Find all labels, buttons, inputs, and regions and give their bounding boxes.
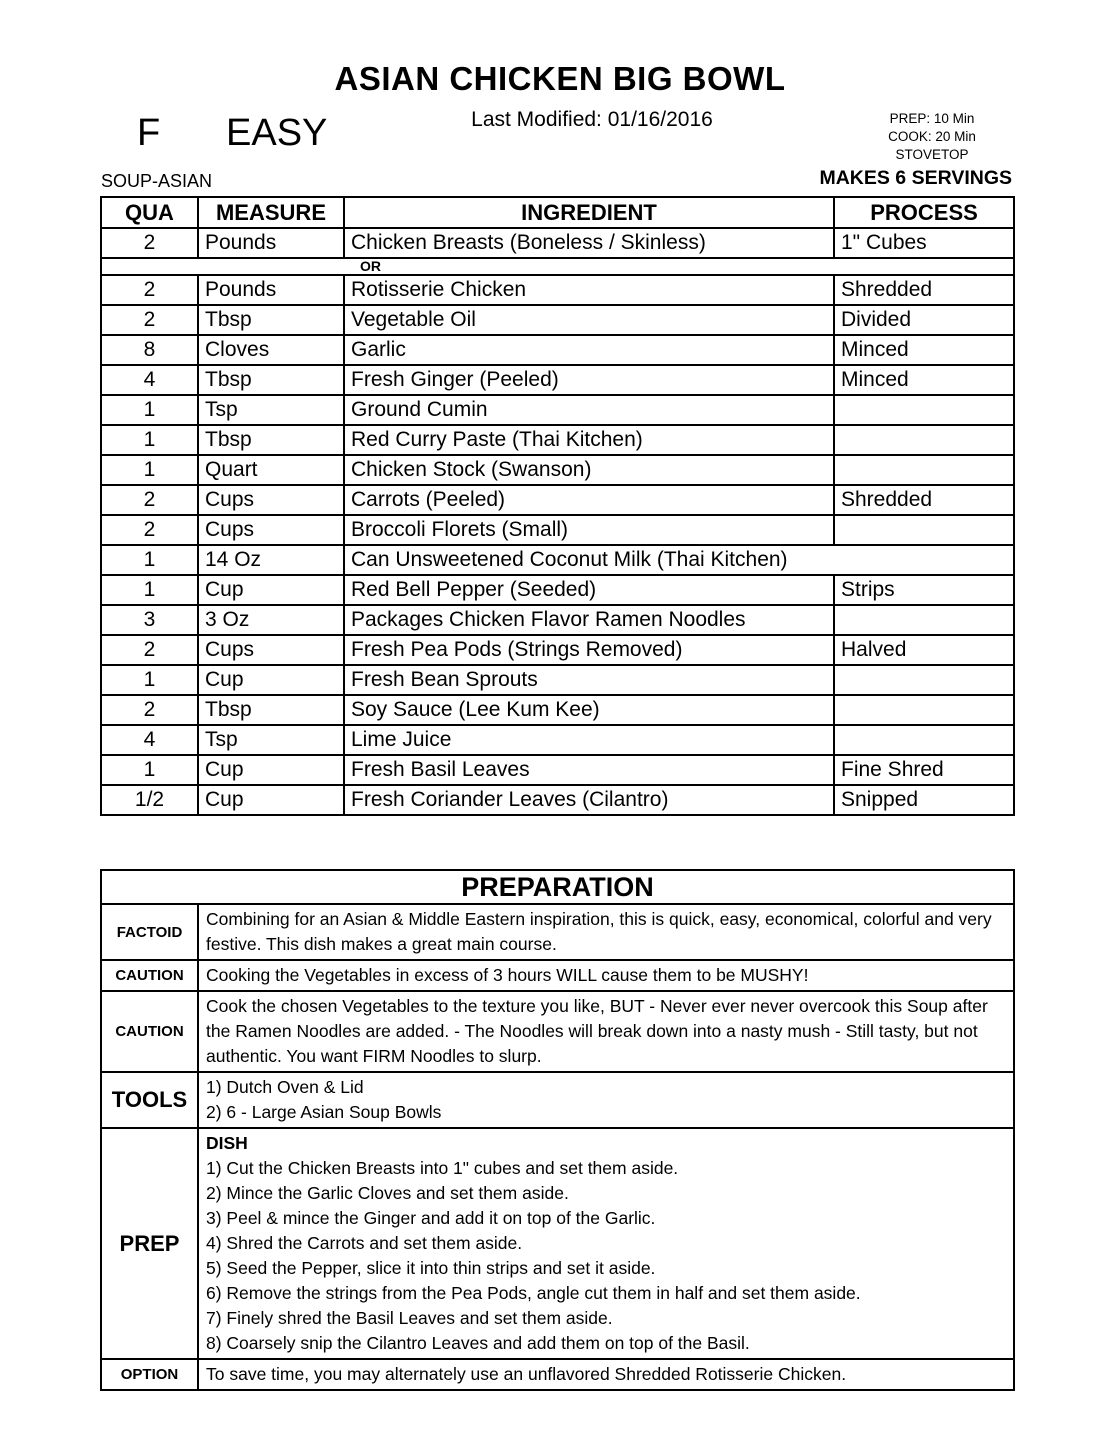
prep-step: 1) Cut the Chicken Breasts into 1" cubes and set them aside. xyxy=(206,1158,679,1178)
ingredient-row xyxy=(101,725,1014,755)
ingredient-cell: Vegetable Oil xyxy=(344,305,834,335)
option-label: OPTION xyxy=(101,1359,198,1390)
col-header-qua: QUA xyxy=(101,197,198,228)
qua-cell: 4 xyxy=(101,365,198,395)
prep-steps xyxy=(198,1128,1014,1359)
qua-cell: 1 xyxy=(101,665,198,695)
process-cell: 1" Cubes xyxy=(834,228,1014,258)
measure-cell: Cup xyxy=(198,785,344,815)
measure-cell: Tsp xyxy=(198,725,344,755)
caution-label: CAUTION xyxy=(101,991,198,1072)
ingredients-table xyxy=(100,196,1015,816)
measure-cell: Quart xyxy=(198,455,344,485)
servings-label: MAKES 6 SERVINGS xyxy=(819,167,1012,189)
ingredient-cell: Fresh Coriander Leaves (Cilantro) xyxy=(344,785,834,815)
qua-cell: 2 xyxy=(101,695,198,725)
preparation-table xyxy=(100,869,1015,1391)
preparation-title-row xyxy=(101,870,1014,904)
caution-text: Cooking the Vegetables in excess of 3 hours WILL cause them to be MUSHY! xyxy=(198,960,1014,991)
qua-cell: 1 xyxy=(101,425,198,455)
recipe-meta xyxy=(848,110,1016,164)
ingredient-cell: Packages Chicken Flavor Ramen Noodles xyxy=(344,605,834,635)
col-header-ingredient: INGREDIENT xyxy=(344,197,834,228)
option-text: To save time, you may alternately use an unflavored Shredded Rotisserie Chicken. xyxy=(198,1359,1014,1390)
option-row xyxy=(101,1359,1014,1390)
tools-row xyxy=(101,1072,1014,1128)
process-cell: Fine Shred xyxy=(834,755,1014,785)
ingredient-cell: Red Curry Paste (Thai Kitchen) xyxy=(344,425,834,455)
ingredient-cell: Fresh Ginger (Peeled) xyxy=(344,365,834,395)
col-header-process: PROCESS xyxy=(834,197,1014,228)
qua-cell: 8 xyxy=(101,335,198,365)
ingredient-cell: Rotisserie Chicken xyxy=(344,275,834,305)
ingredient-row xyxy=(101,275,1014,305)
tools-list xyxy=(198,1072,1014,1128)
qua-cell: 1 xyxy=(101,755,198,785)
ingredient-row xyxy=(101,455,1014,485)
measure-cell: Tbsp xyxy=(198,425,344,455)
factoid-label: FACTOID xyxy=(101,904,198,960)
measure-cell: Tsp xyxy=(198,395,344,425)
process-cell xyxy=(834,665,1014,695)
or-separator: OR xyxy=(101,258,1014,275)
ingredient-cell: Broccoli Florets (Small) xyxy=(344,515,834,545)
process-cell xyxy=(834,695,1014,725)
measure-cell: Cup xyxy=(198,575,344,605)
qua-cell: 1 xyxy=(101,545,198,575)
prep-step: 6) Remove the strings from the Pea Pods, angle cut them in half and set them aside. xyxy=(206,1283,861,1303)
prep-time: PREP: 10 Min xyxy=(889,111,975,126)
process-cell xyxy=(834,425,1014,455)
qua-cell: 2 xyxy=(101,305,198,335)
difficulty-label: EASY xyxy=(226,112,328,154)
qua-cell: 4 xyxy=(101,725,198,755)
ingredient-row xyxy=(101,305,1014,335)
qua-cell: 1 xyxy=(101,455,198,485)
caution-text: Cook the chosen Vegetables to the texture you like, BUT - Never ever never overcook this Soup after the Ramen Noodles are added. - The Noodles will break down into a nasty mush - Still tasty, but not authentic. You want FIRM Noodles to slurp. xyxy=(198,991,1014,1072)
ingredient-row xyxy=(101,425,1014,455)
caution-row xyxy=(101,960,1014,991)
ingredient-cell: Fresh Bean Sprouts xyxy=(344,665,834,695)
measure-cell: Tbsp xyxy=(198,365,344,395)
ingredient-row xyxy=(101,485,1014,515)
col-header-measure: MEASURE xyxy=(198,197,344,228)
process-cell: Minced xyxy=(834,365,1014,395)
ingredient-cell: Garlic xyxy=(344,335,834,365)
tools-label: TOOLS xyxy=(101,1072,198,1128)
dish-heading: DISH xyxy=(206,1133,248,1153)
process-cell: Strips xyxy=(834,575,1014,605)
ingredient-row xyxy=(101,228,1014,258)
qua-cell: 2 xyxy=(101,228,198,258)
ingredient-cell: Soy Sauce (Lee Kum Kee) xyxy=(344,695,834,725)
ingredient-cell: Lime Juice xyxy=(344,725,834,755)
qua-cell: 1 xyxy=(101,395,198,425)
qua-cell: 3 xyxy=(101,605,198,635)
measure-cell: 3 Oz xyxy=(198,605,344,635)
prep-step: 3) Peel & mince the Ginger and add it on top of the Garlic. xyxy=(206,1208,656,1228)
page-title: ASIAN CHICKEN BIG BOWL xyxy=(334,60,786,97)
process-cell: Minced xyxy=(834,335,1014,365)
qua-cell: 1/2 xyxy=(101,785,198,815)
ingredient-row xyxy=(101,335,1014,365)
prep-label: PREP xyxy=(101,1128,198,1359)
ingredient-row xyxy=(101,515,1014,545)
qua-cell: 2 xyxy=(101,275,198,305)
or-separator-row xyxy=(101,258,1014,275)
process-cell xyxy=(834,725,1014,755)
ingredient-row xyxy=(101,575,1014,605)
process-cell: Divided xyxy=(834,305,1014,335)
qua-cell: 2 xyxy=(101,515,198,545)
category-label: SOUP-ASIAN xyxy=(101,171,213,191)
measure-cell: Cup xyxy=(198,755,344,785)
caution-label: CAUTION xyxy=(101,960,198,991)
cook-method: STOVETOP xyxy=(895,147,969,162)
measure-cell: Cup xyxy=(198,665,344,695)
qua-cell: 2 xyxy=(101,635,198,665)
factoid-row xyxy=(101,904,1014,960)
process-cell xyxy=(834,605,1014,635)
measure-cell: 14 Oz xyxy=(198,545,344,575)
ingredient-row xyxy=(101,635,1014,665)
tool-item: 2) 6 - Large Asian Soup Bowls xyxy=(206,1102,442,1122)
qua-cell: 2 xyxy=(101,485,198,515)
prep-step: 7) Finely shred the Basil Leaves and set them aside. xyxy=(206,1308,613,1328)
ingredient-cell: Ground Cumin xyxy=(344,395,834,425)
measure-cell: Cloves xyxy=(198,335,344,365)
ingredient-row xyxy=(101,755,1014,785)
grade-letter: F xyxy=(137,112,161,154)
ingredient-row xyxy=(101,785,1014,815)
process-cell xyxy=(834,515,1014,545)
process-cell xyxy=(834,455,1014,485)
prep-step: 8) Coarsely snip the Cilantro Leaves and add them on top of the Basil. xyxy=(206,1333,750,1353)
prep-step: 4) Shred the Carrots and set them aside. xyxy=(206,1233,523,1253)
measure-cell: Tbsp xyxy=(198,305,344,335)
measure-cell: Cups xyxy=(198,485,344,515)
process-cell: Snipped xyxy=(834,785,1014,815)
ingredient-cell: Chicken Stock (Swanson) xyxy=(344,455,834,485)
process-cell: Shredded xyxy=(834,275,1014,305)
ingredient-cell: Carrots (Peeled) xyxy=(344,485,834,515)
tool-item: 1) Dutch Oven & Lid xyxy=(206,1077,364,1097)
qua-cell: 1 xyxy=(101,575,198,605)
last-modified: Last Modified: 01/16/2016 xyxy=(471,108,713,131)
preparation-title: PREPARATION xyxy=(101,870,1014,904)
ingredient-row xyxy=(101,695,1014,725)
ingredient-cell: Red Bell Pepper (Seeded) xyxy=(344,575,834,605)
ingredient-row xyxy=(101,545,1014,575)
measure-cell: Pounds xyxy=(198,275,344,305)
process-cell: Shredded xyxy=(834,485,1014,515)
measure-cell: Pounds xyxy=(198,228,344,258)
factoid-text: Combining for an Asian & Middle Eastern inspiration, this is quick, easy, economical, colorful and very festive. This dish makes a great main course. xyxy=(198,904,1014,960)
process-cell: Halved xyxy=(834,635,1014,665)
process-cell xyxy=(834,395,1014,425)
ingredient-cell: Fresh Basil Leaves xyxy=(344,755,834,785)
measure-cell: Cups xyxy=(198,515,344,545)
measure-cell: Cups xyxy=(198,635,344,665)
measure-cell: Tbsp xyxy=(198,695,344,725)
ingredient-row xyxy=(101,605,1014,635)
prep-row xyxy=(101,1128,1014,1359)
ingredient-row xyxy=(101,395,1014,425)
ingredient-cell: Chicken Breasts (Boneless / Skinless) xyxy=(344,228,834,258)
caution-row xyxy=(101,991,1014,1072)
ingredients-header-row xyxy=(101,197,1014,228)
prep-step: 2) Mince the Garlic Cloves and set them aside. xyxy=(206,1183,569,1203)
ingredient-row xyxy=(101,365,1014,395)
ingredient-row xyxy=(101,665,1014,695)
prep-step: 5) Seed the Pepper, slice it into thin strips and set it aside. xyxy=(206,1258,656,1278)
cook-time: COOK: 20 Min xyxy=(888,129,976,144)
ingredient-cell: Can Unsweetened Coconut Milk (Thai Kitchen) xyxy=(344,545,1014,575)
ingredient-cell: Fresh Pea Pods (Strings Removed) xyxy=(344,635,834,665)
